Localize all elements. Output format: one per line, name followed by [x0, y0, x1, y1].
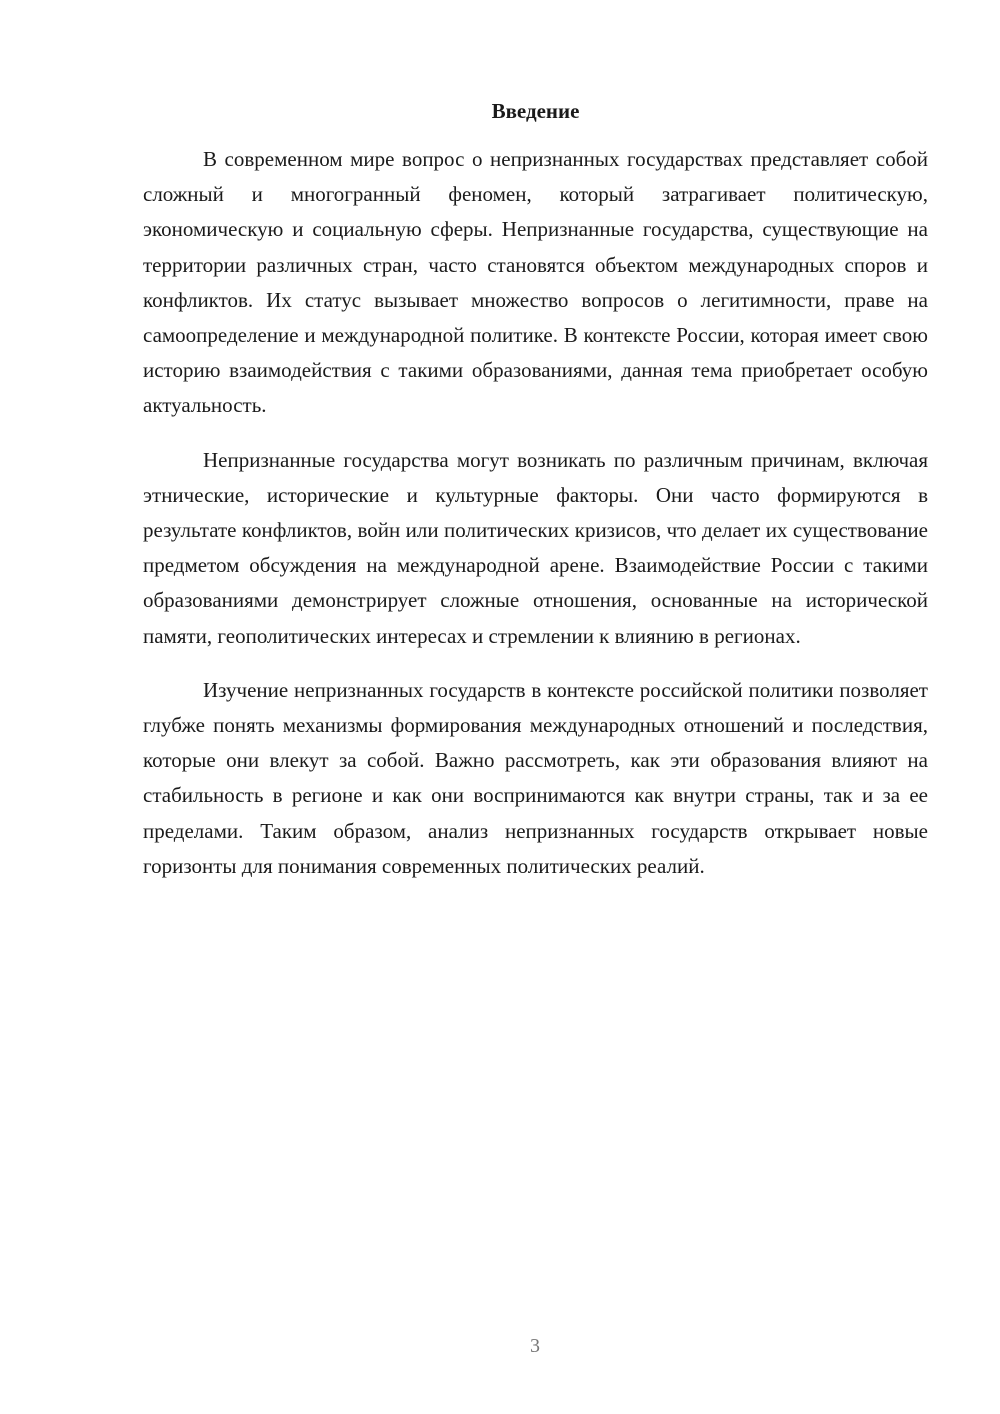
section-heading: Введение [491, 99, 580, 123]
paragraph-2: Непризнанные государства могут возникать по различным причинам, включая этнические, исторические и культурные факторы. Они часто формируются в результате конфликтов, войн или политических кризисов, что делает их существование предметом обсуждения на международной арене. Взаимодействие России с такими образованиями демонстрирует сложные отношения, основанные на исторической памяти, геополитических интересах и стремлении к влиянию в регионах. [143, 447, 928, 648]
page-number: 3 [530, 1335, 540, 1357]
paragraph-3: Изучение непризнанных государств в контексте российской политики позволяет глубже понять механизмы формирования международных отношений и последствия, которые они влекут за собой. Важно рассмотреть, как эти образования влияют на стабильность в регионе и как они воспринимаются как внутри страны, так и за ее пределами. Таким образом, анализ непризнанных государств открывает новые горизонты для понимания современных политических реалий. [143, 677, 928, 878]
body-text [143, 142, 928, 903]
paragraph-1: В современном мире вопрос о непризнанных государствах представляет собой сложный и многогранный феномен, который затрагивает политическую, экономическую и социальную сферы. Непризнанные государства, существующие на территории различных стран, часто становятся объектом международных споров и конфликтов. Их статус вызывает множество вопросов о легитимности, праве на самоопределение и международной политике. В контексте России, которая имеет свою историю взаимодействия с такими образованиями, данная тема приобретает особую актуальность. [143, 147, 928, 418]
